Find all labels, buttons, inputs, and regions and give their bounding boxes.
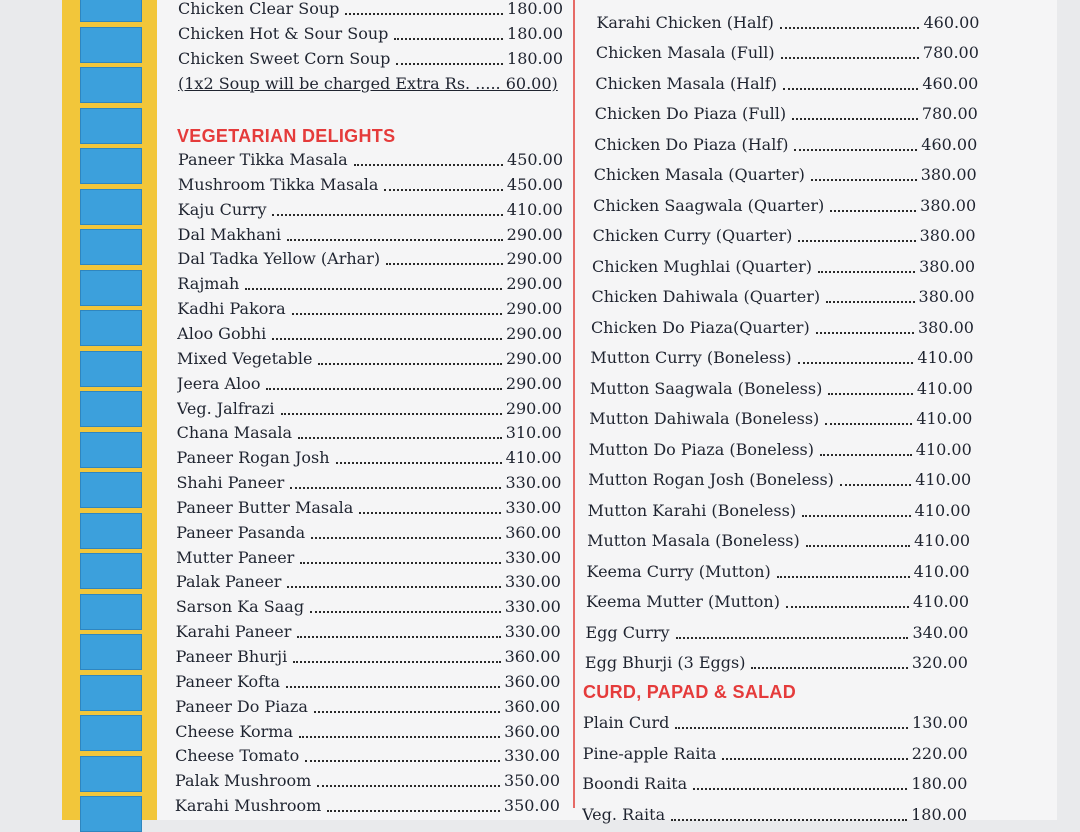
menu-item-name: Paneer Rogan Josh xyxy=(176,449,330,468)
menu-item-row xyxy=(176,598,561,616)
dot-leader xyxy=(798,240,915,242)
menu-item-row xyxy=(176,499,561,517)
menu-item-name: Cheese Tomato xyxy=(175,747,300,766)
menu-item-name: Karahi Mushroom xyxy=(174,797,322,816)
dot-leader xyxy=(802,515,911,517)
menu-item-price: 360.00 xyxy=(504,672,561,691)
menu-item-row xyxy=(176,474,561,492)
menu-item-row xyxy=(595,75,978,93)
menu-item-price: 290.00 xyxy=(506,250,563,269)
decorative-tile xyxy=(80,553,142,589)
menu-item-price: 180.00 xyxy=(507,25,563,43)
menu-item-price: 380.00 xyxy=(919,257,976,276)
decorative-tile xyxy=(80,756,142,792)
menu-item-name: Karahi Paneer xyxy=(175,623,292,642)
menu-item-row xyxy=(177,300,562,318)
dot-leader xyxy=(693,788,907,790)
menu-item-name: Egg Curry xyxy=(585,623,670,642)
decorative-tile xyxy=(80,148,142,184)
dot-leader xyxy=(798,362,914,364)
dot-leader xyxy=(394,38,503,40)
menu-item-row xyxy=(582,775,967,793)
menu-item-row xyxy=(178,0,563,18)
menu-item-row xyxy=(178,226,563,244)
dot-leader xyxy=(287,586,501,588)
menu-item-price: 290.00 xyxy=(506,349,563,368)
menu-item-price: 180.00 xyxy=(911,775,968,793)
menu-item-name: Keema Curry (Mutton) xyxy=(586,562,771,581)
menu-item-price: 350.00 xyxy=(503,797,560,816)
menu-item-name: Karahi Chicken (Half) xyxy=(596,13,774,32)
dot-leader xyxy=(266,388,501,390)
decorative-tile xyxy=(80,715,142,751)
menu-item-row xyxy=(587,563,970,581)
dot-leader xyxy=(299,736,500,738)
menu-item-row xyxy=(589,441,972,459)
menu-item-row xyxy=(175,723,560,741)
menu-item-name: Mutton Masala (Boneless) xyxy=(587,532,800,550)
dot-leader xyxy=(290,487,501,489)
soup-note-text: (1x2 Soup will be charged Extra Rs. ..... 60.00) xyxy=(178,75,558,93)
menu-item-row xyxy=(590,380,973,398)
menu-item-name: Chana Masala xyxy=(176,424,293,443)
menu-item-row xyxy=(177,350,562,368)
menu-item-name: Paneer Butter Masala xyxy=(176,498,354,517)
menu-item-price: 290.00 xyxy=(505,374,562,393)
menu-item-row xyxy=(178,201,563,219)
menu-item-row xyxy=(177,325,562,343)
menu-item-price: 330.00 xyxy=(504,623,561,642)
menu-item-name: Chicken Sweet Corn Soup xyxy=(178,50,391,68)
menu-item-price: 460.00 xyxy=(921,135,978,154)
dot-leader xyxy=(806,545,910,547)
dot-leader xyxy=(794,149,917,151)
menu-item-row xyxy=(583,745,968,763)
menu-item-price: 180.00 xyxy=(507,0,563,18)
dot-leader xyxy=(310,611,501,613)
decorative-tile xyxy=(80,432,142,468)
menu-item-price: 330.00 xyxy=(505,548,562,567)
menu-item-name: Shahi Paneer xyxy=(176,474,285,493)
menu-item-price: 780.00 xyxy=(921,105,978,123)
dot-leader xyxy=(384,189,503,191)
menu-item-row xyxy=(177,424,562,442)
menu-item-price: 460.00 xyxy=(922,74,979,93)
menu-item-name: Pine-apple Raita xyxy=(582,744,717,763)
dot-leader xyxy=(311,537,501,539)
menu-item-name: Aloo Gobhi xyxy=(177,324,267,343)
section-heading-curd-papad-salad: CURD, PAPAD & SALAD xyxy=(583,682,797,702)
dot-leader xyxy=(786,606,909,608)
decorative-tile xyxy=(80,472,142,508)
dot-leader xyxy=(825,423,912,425)
menu-item-row xyxy=(589,410,972,428)
menu-item-name: Kaju Curry xyxy=(177,200,267,219)
menu-item-row xyxy=(175,673,560,691)
menu-item-price: 320.00 xyxy=(911,654,968,672)
menu-item-name: Mutton Saagwala (Boneless) xyxy=(589,379,823,398)
dot-leader xyxy=(359,512,501,514)
menu-item-row xyxy=(596,14,979,32)
menu-item-name: Chicken Masala (Half) xyxy=(595,74,777,93)
menu-item-price: 220.00 xyxy=(911,744,968,763)
dot-leader xyxy=(317,785,500,787)
dot-leader xyxy=(286,686,500,688)
dot-leader xyxy=(826,301,914,303)
dot-leader xyxy=(751,667,907,669)
menu-item-price: 410.00 xyxy=(505,449,562,468)
soup-note xyxy=(178,75,563,93)
dot-leader xyxy=(777,576,910,578)
menu-item-row xyxy=(177,400,562,418)
menu-item-row xyxy=(590,349,973,367)
menu-item-row xyxy=(177,449,562,467)
decorative-tile xyxy=(80,189,142,225)
dot-leader xyxy=(272,214,502,216)
menu-item-name: Mutton Curry (Boneless) xyxy=(590,349,792,367)
menu-item-row xyxy=(175,797,560,815)
menu-item-price: 460.00 xyxy=(923,13,980,32)
menu-item-row xyxy=(175,747,560,765)
menu-item-row xyxy=(176,648,561,666)
menu-item-price: 290.00 xyxy=(506,324,563,343)
decorative-tile xyxy=(80,27,142,63)
menu-item-name: Mixed Vegetable xyxy=(177,349,313,368)
menu-item-price: 360.00 xyxy=(504,648,561,666)
menu-item-name: Mushroom Tikka Masala xyxy=(177,175,379,194)
menu-item-row xyxy=(591,319,974,337)
menu-item-name: Chicken Masala (Full) xyxy=(595,44,775,62)
menu-item-price: 410.00 xyxy=(916,410,973,428)
dot-leader xyxy=(245,288,502,290)
menu-item-price: 290.00 xyxy=(505,399,562,418)
dot-leader xyxy=(300,562,501,564)
menu-item-row xyxy=(582,806,967,824)
menu-item-price: 350.00 xyxy=(504,772,560,791)
menu-item-name: Dal Makhani xyxy=(177,225,282,244)
menu-item-price xyxy=(924,0,980,1)
menu-item-row xyxy=(177,375,562,393)
menu-item-price: 450.00 xyxy=(506,175,563,194)
dot-leader xyxy=(287,239,503,241)
menu-item-name: Palak Mushroom xyxy=(175,772,312,791)
menu-item-row xyxy=(593,197,976,215)
menu-item-price: 410.00 xyxy=(914,532,971,550)
decorative-tile xyxy=(80,351,142,387)
menu-item-name: Mutton Karahi (Boneless) xyxy=(587,501,797,520)
menu-item-price: 380.00 xyxy=(920,196,977,215)
decorative-tile xyxy=(80,796,142,832)
decorative-tile xyxy=(80,0,142,22)
menu-item-row xyxy=(592,288,975,306)
decorative-tile xyxy=(80,391,142,427)
menu-item-price: 410.00 xyxy=(506,200,563,219)
menu-item-row xyxy=(583,714,968,732)
decorative-tile xyxy=(80,229,142,265)
menu-item-price: 380.00 xyxy=(919,227,976,245)
dot-leader xyxy=(676,637,909,639)
dot-leader xyxy=(345,13,503,15)
menu-item-price: 380.00 xyxy=(920,166,977,184)
menu-item-name: Paneer Tikka Masala xyxy=(178,151,348,169)
menu-item-price: 290.00 xyxy=(506,225,563,244)
menu-item-name: Chicken Curry (Quarter) xyxy=(592,227,793,245)
dot-leader xyxy=(783,88,918,90)
menu-item-price: 380.00 xyxy=(917,318,974,337)
dot-leader xyxy=(305,760,500,762)
dot-leader xyxy=(293,661,500,663)
menu-item-row xyxy=(588,502,971,520)
menu-item-row xyxy=(177,275,562,293)
menu-item-name: Mutton Do Piaza (Boneless) xyxy=(588,440,814,459)
column-divider xyxy=(573,0,575,808)
menu-item-row xyxy=(176,623,561,641)
menu-item-price: 410.00 xyxy=(917,349,974,367)
dot-leader xyxy=(671,819,907,821)
menu-item-price: 410.00 xyxy=(915,471,972,489)
menu-item-name: Keema Mutter (Mutton) xyxy=(586,593,780,611)
menu-item-row xyxy=(176,524,561,542)
menu-item-row xyxy=(175,698,560,716)
menu-item-row xyxy=(178,176,563,194)
menu-item-price: 360.00 xyxy=(504,722,561,741)
dot-leader xyxy=(828,393,913,395)
menu-item-row xyxy=(594,166,977,184)
menu-item-price: 360.00 xyxy=(505,523,562,542)
dot-leader xyxy=(675,727,908,729)
menu-item-price: 330.00 xyxy=(504,598,561,617)
menu-item-row xyxy=(176,549,561,567)
menu-item-price: 330.00 xyxy=(505,474,562,493)
menu-item-price: 310.00 xyxy=(505,424,562,443)
menu-item-name: Chicken Masala (Quarter) xyxy=(593,166,805,184)
menu-item-price: 180.00 xyxy=(507,50,563,68)
menu-item-row xyxy=(595,105,978,123)
menu-item-name: Mutton Rogan Josh (Boneless) xyxy=(588,471,834,489)
menu-item-name: Chicken Saagwala (Quarter) xyxy=(593,196,825,215)
dot-leader xyxy=(818,271,915,273)
menu-item-name: Egg Bhurji (3 Eggs) xyxy=(584,654,746,672)
dot-leader xyxy=(336,462,502,464)
dot-leader xyxy=(272,338,502,340)
menu-item-row xyxy=(585,654,968,672)
menu-item-price: 340.00 xyxy=(912,623,969,642)
dot-leader xyxy=(396,63,503,65)
menu-item-name: Paneer Bhurji xyxy=(175,648,288,666)
menu-item-name: Jeera Aloo xyxy=(176,374,261,393)
menu-item-name: Mutter Paneer xyxy=(176,548,295,567)
menu-item-name: Boondi Raita xyxy=(582,775,688,793)
menu-item-price: 130.00 xyxy=(912,714,968,732)
menu-item-price: 410.00 xyxy=(915,440,972,459)
dot-leader xyxy=(816,332,914,334)
menu-item-row xyxy=(178,50,563,68)
section-heading-vegetarian: VEGETARIAN DELIGHTS xyxy=(177,126,396,146)
menu-item-price: 410.00 xyxy=(914,501,971,520)
dot-leader xyxy=(840,484,911,486)
decorative-tile xyxy=(80,634,142,670)
menu-item-price: 180.00 xyxy=(911,805,968,824)
dot-leader xyxy=(292,313,503,315)
menu-item-row xyxy=(588,471,971,489)
decorative-tile xyxy=(80,513,142,549)
menu-item-name: Veg. Jalfrazi xyxy=(176,399,275,418)
menu-item-name: Rajmah xyxy=(177,275,240,294)
menu-item-price: 290.00 xyxy=(506,275,563,294)
dot-leader xyxy=(820,454,912,456)
dot-leader xyxy=(386,263,502,265)
menu-item-price: 330.00 xyxy=(505,498,562,517)
menu-item-row xyxy=(176,573,561,591)
menu-item-price: 380.00 xyxy=(918,288,975,306)
dot-leader xyxy=(314,711,501,713)
menu-item-row xyxy=(594,136,977,154)
menu-item-name: Paneer Do Piaza xyxy=(175,697,308,716)
dot-leader xyxy=(830,210,916,212)
menu-item-name: Chicken Do Piaza (Full) xyxy=(594,105,787,123)
menu-item-row xyxy=(175,772,560,790)
decorative-tile xyxy=(80,108,142,144)
menu-item-row xyxy=(178,250,563,268)
dot-leader xyxy=(811,179,917,181)
menu-item-name: Palak Paneer xyxy=(175,573,282,592)
menu-item-name: Chicken Mughlai (Quarter) xyxy=(592,257,812,276)
dot-leader xyxy=(318,363,502,365)
menu-item-name: Sarson Ka Saag xyxy=(175,598,305,617)
menu-item-name: Paneer Kofta xyxy=(175,672,281,691)
menu-item-price: 360.00 xyxy=(504,697,561,716)
menu-item-name: Chicken Do Piaza(Quarter) xyxy=(590,318,810,337)
menu-item-price: 410.00 xyxy=(913,593,969,611)
menu-item-name: Chicken Clear Soup xyxy=(178,0,340,18)
dot-leader xyxy=(298,437,502,439)
menu-item-row xyxy=(178,151,563,169)
menu-item-name: Mutton Dahiwala (Boneless) xyxy=(589,410,820,428)
menu-item-name xyxy=(597,0,772,1)
menu-item-row xyxy=(587,532,970,550)
menu-item-row xyxy=(586,593,969,611)
menu-item-row xyxy=(178,25,563,43)
dot-leader xyxy=(354,164,503,166)
menu-item-price: 410.00 xyxy=(916,379,973,398)
dot-leader xyxy=(297,636,500,638)
menu-item-price: 330.00 xyxy=(504,747,561,766)
menu-item-price: 290.00 xyxy=(506,300,563,319)
dot-leader xyxy=(281,413,502,415)
decorative-tile xyxy=(80,67,142,103)
menu-item-row xyxy=(597,0,980,1)
menu-item-name: Paneer Pasanda xyxy=(176,523,306,542)
menu-item-row xyxy=(592,258,975,276)
dot-leader xyxy=(327,810,500,812)
menu-item-name: Chicken Dahiwala (Quarter) xyxy=(591,288,821,306)
decorative-tile xyxy=(80,594,142,630)
menu-item-price: 330.00 xyxy=(504,573,561,592)
dot-leader xyxy=(781,57,919,59)
dot-leader xyxy=(780,27,920,29)
menu-item-price: 410.00 xyxy=(913,562,970,581)
menu-item-row xyxy=(596,44,979,62)
menu-item-name: Chicken Hot & Sour Soup xyxy=(178,25,389,43)
decorative-tile xyxy=(80,310,142,346)
menu-item-row xyxy=(585,624,968,642)
menu-item-price: 450.00 xyxy=(507,151,563,169)
menu-item-name: Kadhi Pakora xyxy=(177,300,286,319)
menu-item-name: Cheese Korma xyxy=(175,722,293,741)
dot-leader xyxy=(722,758,907,760)
menu-item-name: Chicken Do Piaza (Half) xyxy=(594,135,789,154)
decorative-tile xyxy=(80,675,142,711)
menu-item-name: Dal Tadka Yellow (Arhar) xyxy=(177,250,381,269)
menu-item-row xyxy=(593,227,976,245)
menu-item-name: Plain Curd xyxy=(583,714,670,732)
decorative-tile xyxy=(80,270,142,306)
menu-item-name: Veg. Raita xyxy=(582,805,666,824)
menu-item-price: 780.00 xyxy=(922,44,979,62)
dot-leader xyxy=(792,118,918,120)
